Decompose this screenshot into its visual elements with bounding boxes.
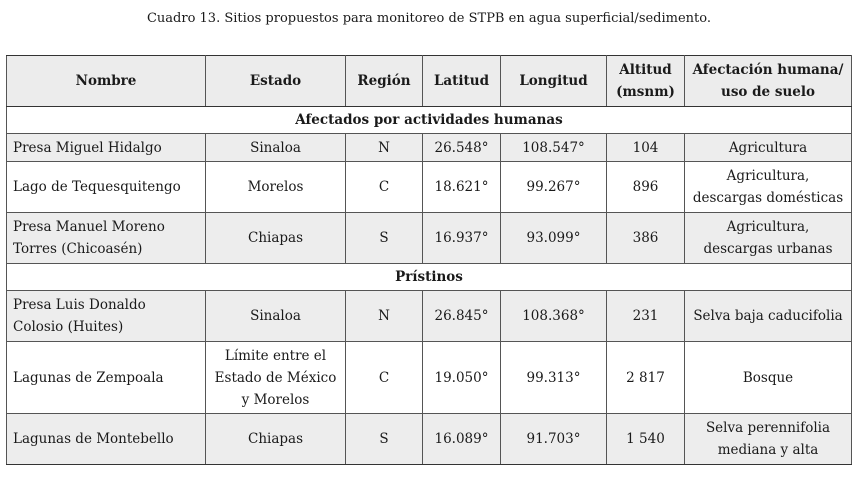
header-nombre: Nombre xyxy=(7,56,206,107)
cell-longitud: 108.368° xyxy=(501,291,607,342)
cell-region: N xyxy=(346,291,423,342)
table-row xyxy=(7,291,852,342)
header-latitud: Latitud xyxy=(423,56,501,107)
cell-longitud: 93.099° xyxy=(501,213,607,264)
table-row xyxy=(7,162,852,213)
header-region: Región xyxy=(346,56,423,107)
cell-latitud: 26.845° xyxy=(423,291,501,342)
table-row xyxy=(7,134,852,162)
cell-nombre: Presa Luis Donaldo Colosio (Huites) xyxy=(7,291,206,342)
cell-longitud: 91.703° xyxy=(501,414,607,465)
cell-nombre: Presa Manuel Moreno Torres (Chicoasén) xyxy=(7,213,206,264)
sites-table xyxy=(6,55,852,465)
header-estado: Estado xyxy=(206,56,346,107)
header-afectacion: Afectación humana/ uso de suelo xyxy=(685,56,852,107)
cell-latitud: 16.089° xyxy=(423,414,501,465)
cell-afectacion: Agricultura xyxy=(685,134,852,162)
cell-latitud: 18.621° xyxy=(423,162,501,213)
cell-afectacion: Agricultura, descargas urbanas xyxy=(685,213,852,264)
cell-afectacion: Agricultura, descargas domésticas xyxy=(685,162,852,213)
cell-afectacion: Selva baja caducifolia xyxy=(685,291,852,342)
cell-region: N xyxy=(346,134,423,162)
cell-estado: Morelos xyxy=(206,162,346,213)
cell-estado: Chiapas xyxy=(206,414,346,465)
cell-region: S xyxy=(346,213,423,264)
cell-region: S xyxy=(346,414,423,465)
section-row xyxy=(7,107,852,134)
cell-region: C xyxy=(346,162,423,213)
cell-afectacion: Selva perennifolia mediana y alta xyxy=(685,414,852,465)
table-caption: Cuadro 13. Sitios propuestos para monitoreo de STPB en agua superficial/sedimento. xyxy=(146,11,712,26)
header-longitud: Longitud xyxy=(501,56,607,107)
cell-afectacion: Bosque xyxy=(685,342,852,414)
section-title: Prístinos xyxy=(7,264,852,291)
cell-latitud: 19.050° xyxy=(423,342,501,414)
cell-nombre: Lagunas de Zempoala xyxy=(7,342,206,414)
cell-longitud: 108.547° xyxy=(501,134,607,162)
header-row xyxy=(7,56,852,107)
section-row xyxy=(7,264,852,291)
cell-longitud: 99.267° xyxy=(501,162,607,213)
cell-nombre: Lago de Tequesquitengo xyxy=(7,162,206,213)
cell-altitud: 2 817 xyxy=(607,342,685,414)
cell-altitud: 1 540 xyxy=(607,414,685,465)
cell-altitud: 231 xyxy=(607,291,685,342)
cell-altitud: 896 xyxy=(607,162,685,213)
cell-estado: Chiapas xyxy=(206,213,346,264)
header-altitud: Altitud (msnm) xyxy=(607,56,685,107)
section-title: Afectados por actividades humanas xyxy=(7,107,852,134)
table-row xyxy=(7,342,852,414)
cell-nombre: Presa Miguel Hidalgo xyxy=(7,134,206,162)
cell-estado: Sinaloa xyxy=(206,291,346,342)
cell-altitud: 386 xyxy=(607,213,685,264)
cell-altitud: 104 xyxy=(607,134,685,162)
table-row xyxy=(7,414,852,465)
cell-latitud: 16.937° xyxy=(423,213,501,264)
table-row xyxy=(7,213,852,264)
cell-region: C xyxy=(346,342,423,414)
cell-estado: Límite entre el Estado de México y Morelos xyxy=(206,342,346,414)
cell-latitud: 26.548° xyxy=(423,134,501,162)
cell-estado: Sinaloa xyxy=(206,134,346,162)
cell-longitud: 99.313° xyxy=(501,342,607,414)
cell-nombre: Lagunas de Montebello xyxy=(7,414,206,465)
